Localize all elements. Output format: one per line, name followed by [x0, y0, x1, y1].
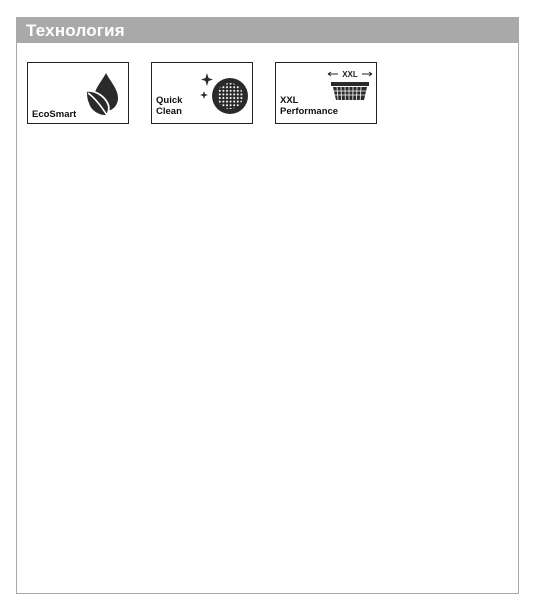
technology-panel: [16, 17, 519, 594]
quick-clean-label-line1: Quick: [156, 95, 183, 106]
badge-quick-clean[interactable]: [151, 62, 253, 124]
xxl-performance-label-line2: Performance: [280, 106, 339, 117]
panel-header: [17, 18, 518, 43]
leaf-drop-icon: [84, 71, 124, 119]
technology-badges: [27, 62, 377, 124]
quick-clean-label-line2: Clean: [156, 106, 182, 117]
badge-xxl-performance[interactable]: [275, 62, 377, 124]
sparkle-drum-icon: [200, 71, 250, 117]
xxl-performance-label-line1: XXL: [280, 95, 299, 106]
ecosmart-label: EcoSmart: [32, 109, 77, 120]
badge-ecosmart[interactable]: [27, 62, 129, 124]
panel-title: Технология: [26, 20, 125, 40]
xxl-basket-icon: [326, 68, 374, 102]
xxl-arrow-text: XXL: [342, 70, 358, 79]
